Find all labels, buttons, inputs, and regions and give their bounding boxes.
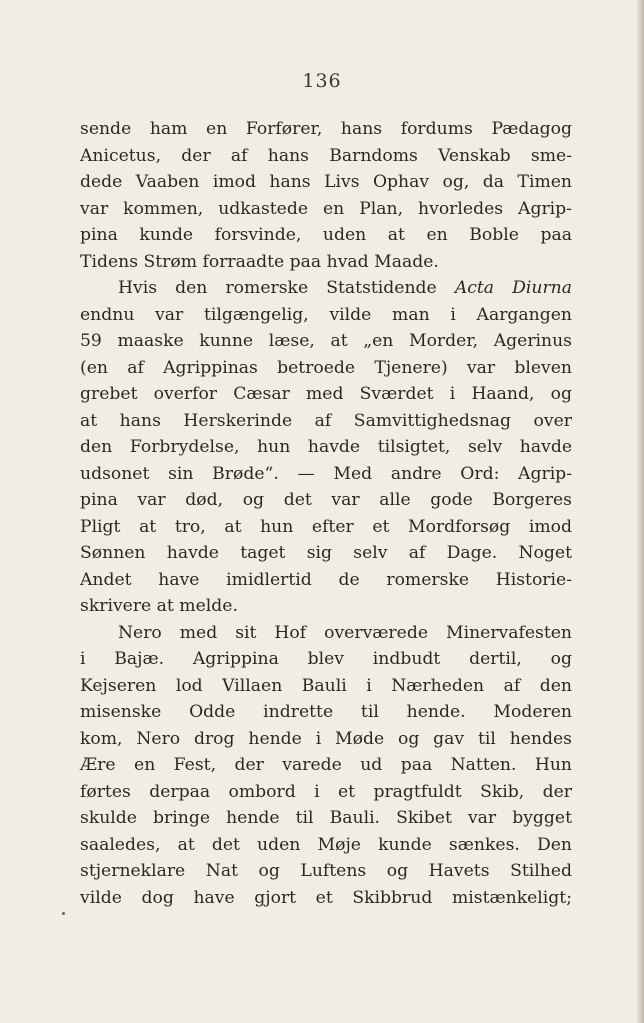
text-line: Andet have imidlertid de romerske Historie- <box>80 569 572 590</box>
text-line: Nero med sit Hof overværede Minervafesten <box>118 622 572 643</box>
text-line-start: Hvis den romerske Statstidende <box>118 278 455 298</box>
text-line: stjerneklare Nat og Luftens og Havets Stilhed <box>80 861 572 881</box>
text-line: misenske Odde indrette til hende. Moderen <box>80 702 572 722</box>
text-line: den Forbrydelse, hun havde tilsigtet, selv havde <box>80 437 572 457</box>
text-line: grebet overfor Cæsar med Sværdet i Haand, og <box>80 384 572 404</box>
text-line-with-italic <box>80 275 572 302</box>
text-line: at hans Herskerinde af Samvittighedsnag over <box>80 410 572 431</box>
text-line: endnu var tilgængelig, vilde man i Aargangen <box>80 304 572 325</box>
text-line: Kejseren lod Villaen Bauli i Nærheden af den <box>80 675 572 696</box>
text-line: vilde dog have gjort et Skibbrud mistænkeligt; <box>80 887 572 908</box>
page-edge <box>637 0 644 1023</box>
text-line: skulde bringe hende til Bauli. Skibet var bygget <box>80 808 572 828</box>
text-line: dede Vaaben imod hans Livs Ophav og, da Timen <box>80 172 572 192</box>
margin-mark <box>62 912 65 915</box>
text-line: 59 maaske kunne læse, at „en Morder, Agerinus <box>80 331 572 351</box>
body-text <box>80 116 572 911</box>
text-line: førtes derpaa ombord i et pragtfuldt Skib, der <box>80 781 572 802</box>
text-line: sende ham en Forfører, hans fordums Pædagog <box>80 119 572 139</box>
text-line: (en af Agrippinas betroede Tjenere) var bleven <box>80 357 572 378</box>
text-line: pina kunde forsvinde, uden at en Boble paa <box>80 225 572 245</box>
page-number: 136 <box>302 70 342 92</box>
text-line: pina var død, og det var alle gode Borgeres <box>80 490 572 510</box>
text-line: kom, Nero drog hende i Møde og gav til hendes <box>80 728 572 749</box>
italic-phrase: Acta Diurna <box>454 278 572 298</box>
text-line: skrivere at melde. <box>80 596 238 616</box>
text-line: Ære en Fest, der varede ud paa Natten. Hun <box>80 755 572 775</box>
text-line: Pligt at tro, at hun efter et Mordforsøg imod <box>80 516 572 537</box>
text-line: saaledes, at det uden Møje kunde sænkes. Den <box>80 834 572 855</box>
text-line: i Bajæ. Agrippina blev indbudt dertil, og <box>80 649 572 669</box>
text-line: Tidens Strøm forraadte paa hvad Maade. <box>80 251 439 272</box>
text-line: udsonet sin Brøde“. — Med andre Ord: Agrip- <box>80 463 572 484</box>
text-line: Anicetus, der af hans Barndoms Venskab sme- <box>80 145 572 166</box>
text-line: var kommen, udkastede en Plan, hvorledes Agrip- <box>80 198 572 219</box>
text-line: Sønnen havde taget sig selv af Dage. Noget <box>80 543 572 563</box>
